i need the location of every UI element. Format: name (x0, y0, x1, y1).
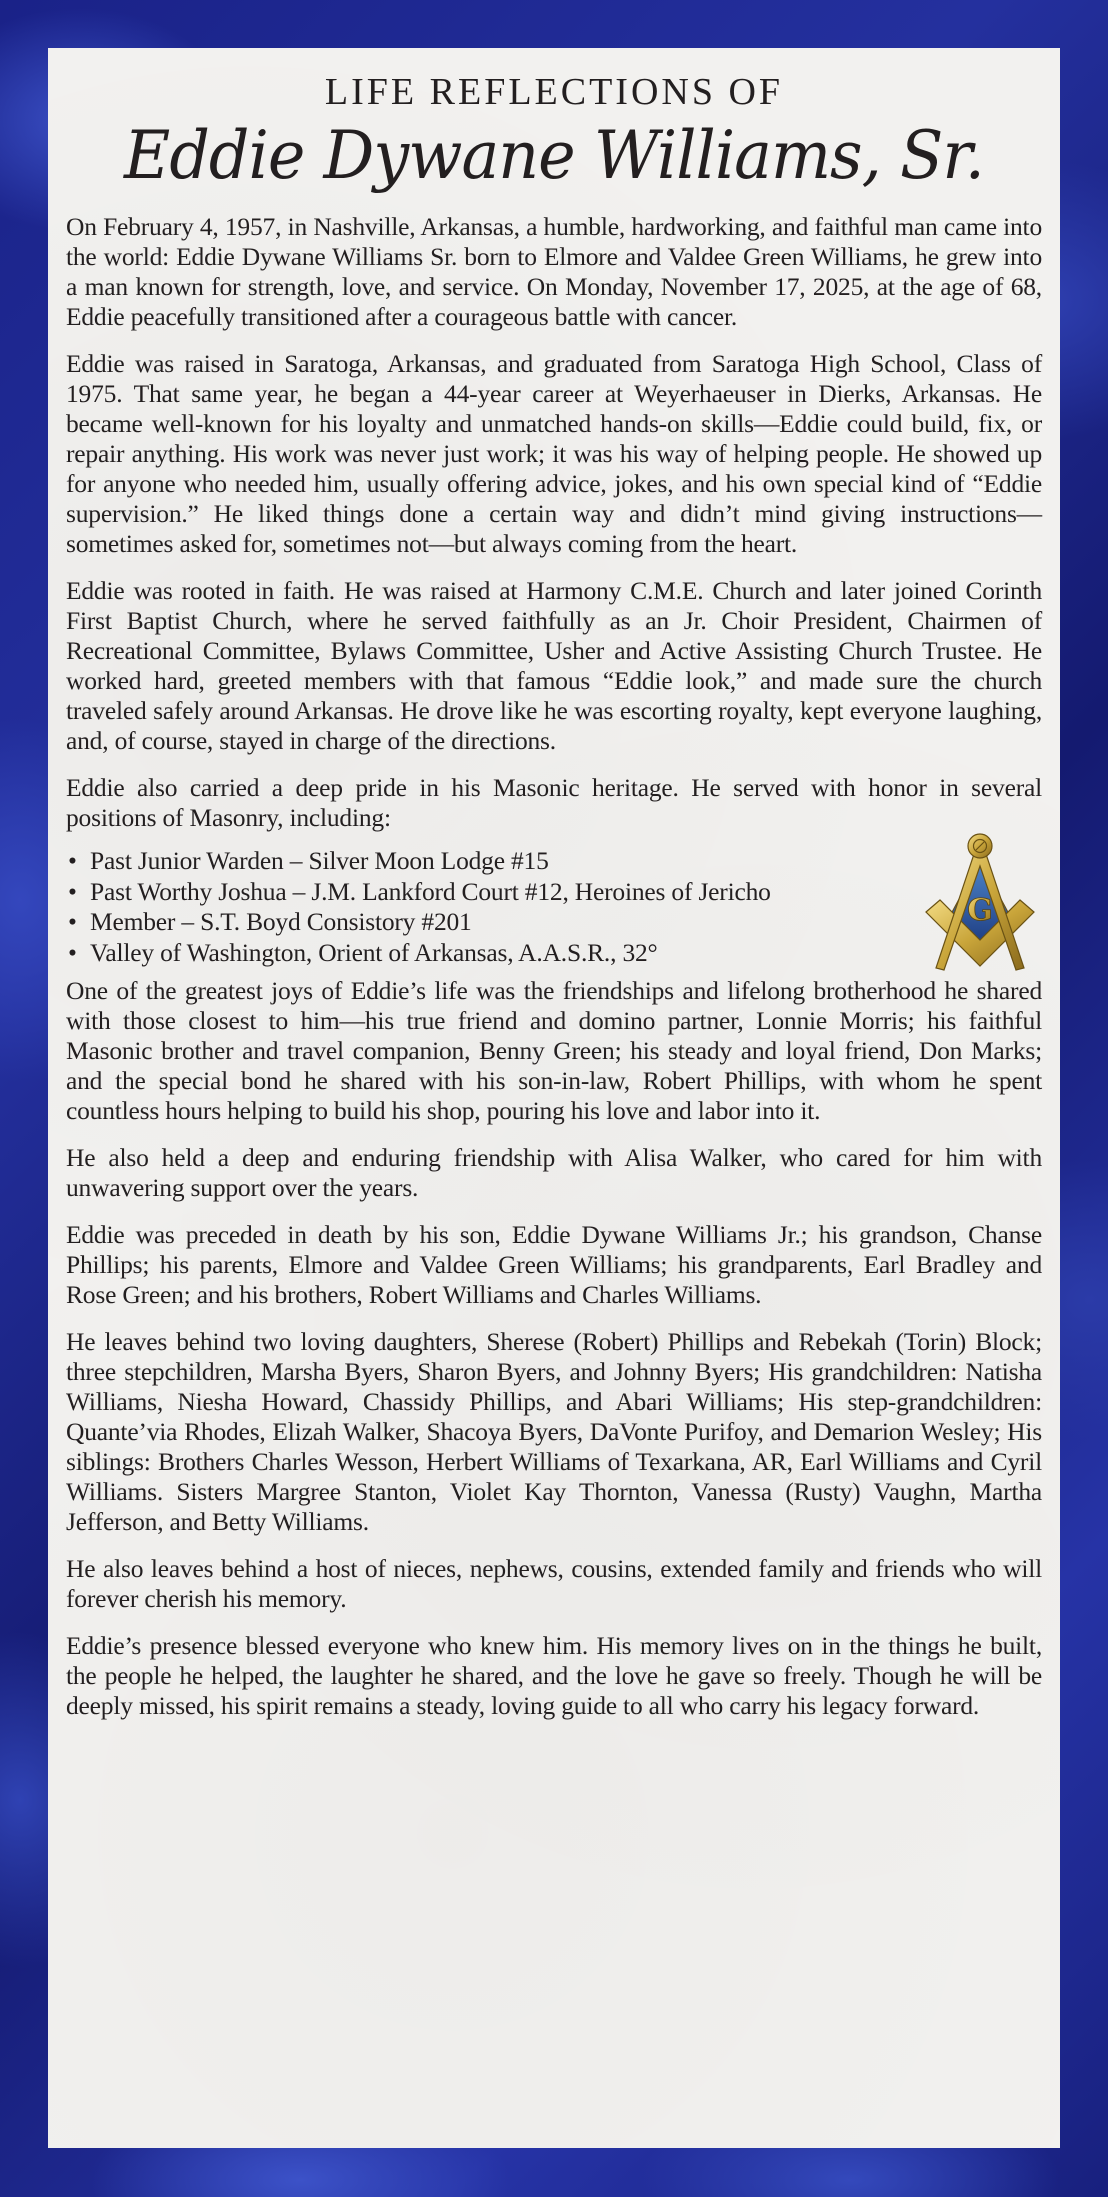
paragraph-preceded: Eddie was preceded in death by his son, Eddie Dywane Williams Jr.; his grandson, Chanse Phillips; his parents, Elmore and Valdee Green Williams; his grandparents, Earl Bradley and Rose Green; and his brothers, Robert Williams and Charles Williams. (66, 1220, 1042, 1309)
paragraph-extended-family: He also leaves behind a host of nieces, nephews, cousins, extended family and friends who will forever cherish his memory. (66, 1554, 1042, 1613)
bullet-icon: • (68, 876, 77, 906)
paragraph-alisa: He also held a deep and enduring friendship with Alisa Walker, who cared for him with unwavering support over the years. (66, 1143, 1042, 1202)
paragraph-birth: On February 4, 1957, in Nashville, Arkansas, a humble, hardworking, and faithful man came into the world: Eddie Dywane Williams Sr. born to Elmore and Valdee Green Williams, he grew into a man known for strength, love, and service. On Monday, November 17, 2025, at the age of 68, Eddie peacefully transitioned after a courageous battle with cancer. (66, 212, 1042, 331)
masonry-section (66, 846, 1042, 968)
paragraph-survivors: He leaves behind two loving daughters, Sherese (Robert) Phillips and Rebekah (Torin) Block; three stepchildren, Marsha Byers, Sharon Byers, and Johnny Byers; His grandchildren: Natisha Williams, Niesha Howard, Chassidy Phillips, and Abari Williams; His step-grandchildren: Quante’via Rhodes, Elizah Walker, Shacoya Byers, DaVonte Purifoy, and Demarion Wesley; His siblings: Brothers Charles Wesson, Herbert Williams of Texarkana, AR, Earl Williams and Cyril Williams. Sisters Margree Stanton, Violet Kay Thornton, Vanessa (Rusty) Vaughn, Martha Jefferson, and Betty Williams. (66, 1327, 1042, 1536)
bullet-icon: • (68, 846, 77, 875)
paragraph-friendships: One of the greatest joys of Eddie’s life was the friendships and lifelong brotherhood he shared with those closest to him—his true friend and domino partner, Lonnie Morris; his faithful Masonic brother and travel companion, Benny Green; his steady and loyal friend, Don Marks; and the special bond he shared with his son-in-law, Robert Phillips, with whom he spent countless hours helping to build his shop, pouring his love and labor into it. (66, 976, 1042, 1125)
obituary-body (66, 212, 1042, 1721)
bullet-icon: • (68, 937, 77, 967)
list-item: • Member – S.T. Boyd Consistory #201 (68, 907, 472, 936)
list-item: • Past Junior Warden – Silver Moon Lodge #15 (68, 846, 549, 875)
obituary-panel (48, 48, 1060, 2148)
paragraph-masonic-intro: Eddie also carried a deep pride in his Masonic heritage. He served with honor in several positions of Masonry, including: (66, 773, 1042, 832)
deceased-name: Eddie Dywane Williams, Sr. (124, 117, 984, 194)
masonry-positions-list (66, 846, 1042, 968)
header-kicker: LIFE REFLECTIONS OF (324, 71, 784, 113)
paragraph-faith: Eddie was rooted in faith. He was raised at Harmony C.M.E. Church and later joined Corinth First Baptist Church, where he served faithfully as an Jr. Choir President, Chairmen of Recreational Committee, Bylaws Committee, Usher and Active Assisting Church Trustee. He worked hard, greeted members with that famous “Eddie look,” and made sure the church traveled safely around Arkansas. He drove like he was escorting royalty, kept everyone laughing, and, of course, stayed in charge of the directions. (66, 576, 1042, 755)
bullet-icon: • (68, 907, 77, 936)
emblem-letter: G (967, 893, 993, 928)
masonic-square-compass-icon (920, 830, 1040, 980)
paragraph-closing: Eddie’s presence blessed everyone who knew him. His memory lives on in the things he built, the people he helped, the laughter he shared, and the love he gave so freely. Though he will be deeply missed, his spirit remains a steady, loving guide to all who carry his legacy forward. (66, 1631, 1042, 1720)
list-item: • Past Worthy Joshua – J.M. Lankford Court #12, Heroines of Jericho (68, 876, 771, 906)
list-item: • Valley of Washington, Orient of Arkansas, A.A.S.R., 32° (68, 937, 658, 967)
paragraph-career: Eddie was raised in Saratoga, Arkansas, and graduated from Saratoga High School, Class of 1975. That same year, he began a 44-year career at Weyerhaeuser in Dierks, Arkansas. He became well-known for his loyalty and unmatched hands-on skills—Eddie could build, fix, or repair anything. His work was never just work; it was his way of helping people. He showed up for anyone who needed him, usually offering advice, jokes, and his own special kind of “Eddie supervision.” He liked things done a certain way and didn’t mind giving instructions—sometimes asked for, sometimes not—but always coming from the heart. (66, 349, 1042, 558)
